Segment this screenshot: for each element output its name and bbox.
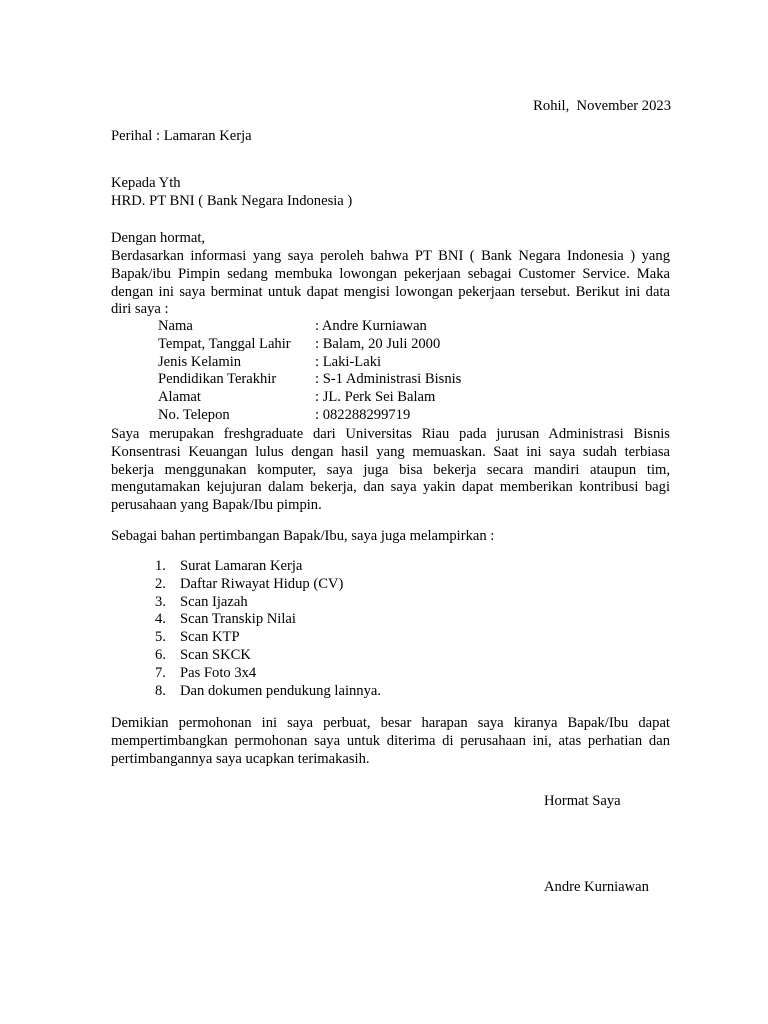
table-row [158,407,461,425]
list-item [155,576,381,594]
background-paragraph: Saya merupakan freshgraduate dari Universitas Riau pada jurusan Administrasi Bisnis Konsentrasi Keuangan lulus dengan hasil yang memuaskan. Saat ini saya sudah terbiasa bekerja menggunakan komputer, saya juga bisa bekerja secara mandiri ataupun tim, mengutamakan kejujuran dalam bekerja, dan saya yakin dapat memberikan kontribusi bagi perusahaan yang Bapak/Ibu pimpin. [111,426,670,514]
list-text: Scan Ijazah [180,593,248,610]
list-text: Pas Foto 3x4 [180,664,257,681]
list-number: 8. [155,682,166,699]
salutation: Dengan hormat, [111,230,206,246]
signature-closing: Hormat Saya [544,793,621,809]
data-label: Alamat [158,389,201,406]
list-text: Surat Lamaran Kerja [180,558,303,574]
list-text: Scan SKCK [180,646,251,663]
list-text: Daftar Riwayat Hidup (CV) [180,575,344,592]
list-item [155,611,381,629]
attachments-list [155,558,381,700]
data-label: Pendidikan Terakhir [158,371,277,388]
list-number: 4. [155,611,166,628]
list-item [155,683,381,701]
list-number: 5. [155,629,166,646]
table-row [158,371,461,389]
personal-data-table [158,318,461,425]
list-number: 1. [155,558,166,574]
table-row [158,318,461,336]
list-number: 3. [155,593,166,610]
list-text: Dan dokumen pendukung lainnya. [180,682,382,699]
list-number: 2. [155,575,166,592]
data-value: : Balam, 20 Juli 2000 [315,335,441,352]
data-label: No. Telepon [158,406,230,423]
closing-paragraph: Demikian permohonan ini saya perbuat, besar harapan saya kiranya Bapak/Ibu dapat mempertimbangkan permohonan saya untuk diterima di perusahaan ini, atas perhatian dan pertimbangannya saya ucapkan terimakasih. [111,715,670,767]
list-item [155,629,381,647]
data-value: : Andre Kurniawan [315,318,427,334]
list-item [155,665,381,683]
list-number: 6. [155,646,166,663]
table-row [158,354,461,372]
data-label: Nama [158,318,193,334]
list-text: Scan KTP [180,629,240,646]
data-value: : 082288299719 [315,406,411,423]
list-number: 7. [155,664,166,681]
list-item [155,594,381,612]
letter-subject: Perihal : Lamaran Kerja [111,128,252,144]
data-value: : JL. Perk Sei Balam [315,389,436,406]
intro-paragraph: Berdasarkan informasi yang saya peroleh bahwa PT BNI ( Bank Negara Indonesia ) yang Bapak/ibu Pimpin sedang membuka lowongan pekerjaan sebagai Customer Service. Maka dengan ini saya berminat untuk dapat mengisi lowongan pekerjaan tersebut. Berikut ini data diri saya : [111,248,670,318]
data-value: : S-1 Administrasi Bisnis [315,371,462,388]
data-label: Tempat, Tanggal Lahir [158,335,291,352]
list-text: Scan Transkip Nilai [180,611,296,628]
list-item [155,558,381,576]
list-item [155,647,381,665]
recipient-line-1: Kepada Yth [111,175,181,191]
letter-date: Rohil, November 2023 [533,98,671,114]
data-label: Jenis Kelamin [158,353,242,370]
signature-name: Andre Kurniawan [544,879,649,895]
recipient-line-2: HRD. PT BNI ( Bank Negara Indonesia ) [111,193,353,209]
attachments-intro: Sebagai bahan pertimbangan Bapak/Ibu, saya juga melampirkan : [111,528,495,544]
table-row [158,389,461,407]
table-row [158,336,461,354]
data-value: : Laki-Laki [315,353,382,370]
